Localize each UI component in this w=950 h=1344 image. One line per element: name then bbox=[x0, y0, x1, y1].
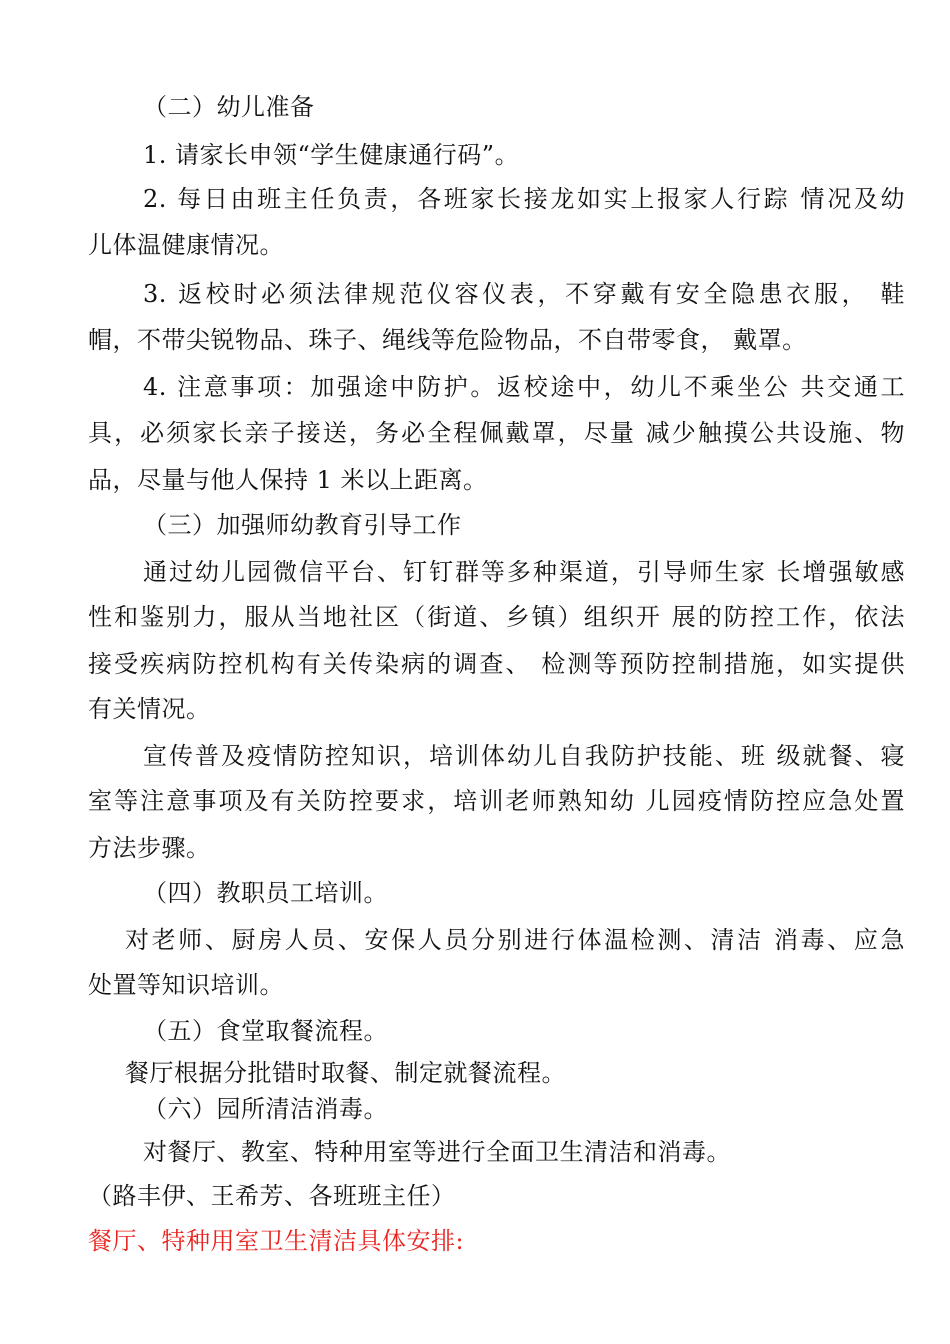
highlighted-heading: 餐厅、特种用室卫生清洁具体安排: bbox=[88, 1227, 465, 1255]
paragraph-line: 儿体温健康情况。 bbox=[88, 231, 284, 259]
paragraph-line: 品，尽量与他人保持 1 米以上距离。 bbox=[88, 466, 488, 494]
paragraph-line: 通过幼儿园微信平台、钉钉群等多种渠道，引导师生家 长增强敏感 bbox=[143, 558, 905, 586]
section-heading-2: （二）幼儿准备 bbox=[143, 93, 315, 121]
paragraph-line: 4. 注意事项：加强途中防护。返校途中，幼儿不乘坐公 共交通工 bbox=[143, 373, 905, 401]
paragraph-line: 室等注意事项及有关防控要求，培训老师熟知幼 儿园疫情防控应急处置 bbox=[88, 787, 905, 815]
paragraph-line: 帽，不带尖锐物品、珠子、绳线等危险物品，不自带零食， 戴罩。 bbox=[88, 326, 807, 354]
section-heading-3: （三）加强师幼教育引导工作 bbox=[143, 511, 462, 539]
paragraph-line: 方法步骤。 bbox=[88, 834, 211, 862]
paragraph-line: 2. 每日由班主任负责，各班家长接龙如实上报家人行踪 情况及幼 bbox=[143, 185, 905, 213]
paragraph-line: 1. 请家长申领“学生健康通行码”。 bbox=[143, 141, 520, 169]
paragraph-line: 餐厅根据分批错时取餐、制定就餐流程。 bbox=[125, 1059, 566, 1087]
paragraph-line: 处置等知识培训。 bbox=[88, 971, 284, 999]
responsible-persons: （路丰伊、王希芳、各班班主任） bbox=[88, 1182, 456, 1210]
section-heading-6: （六）园所清洁消毒。 bbox=[143, 1095, 388, 1123]
paragraph-line: 性和鉴别力，服从当地社区（街道、乡镇）组织开 展的防控工作，依法 bbox=[88, 603, 905, 631]
paragraph-line: 对餐厅、教室、特种用室等进行全面卫生清洁和消毒。 bbox=[143, 1138, 731, 1166]
section-heading-4: （四）教职员工培训。 bbox=[143, 879, 388, 907]
paragraph-line: 3. 返校时必须法律规范仪容仪表，不穿戴有安全隐患衣服， 鞋 bbox=[143, 280, 905, 308]
paragraph-line: 接受疾病防控机构有关传染病的调查、 检测等预防控制措施，如实提供 bbox=[88, 650, 905, 678]
section-heading-5: （五）食堂取餐流程。 bbox=[143, 1017, 388, 1045]
paragraph-line: 有关情况。 bbox=[88, 695, 211, 723]
paragraph-line: 宣传普及疫情防控知识，培训体幼儿自我防护技能、班 级就餐、寝 bbox=[143, 742, 905, 770]
paragraph-line: 对老师、厨房人员、安保人员分别进行体温检测、清洁 消毒、应急 bbox=[125, 926, 905, 954]
paragraph-line: 具，必须家长亲子接送，务必全程佩戴罩，尽量 减少触摸公共设施、物 bbox=[88, 419, 905, 447]
